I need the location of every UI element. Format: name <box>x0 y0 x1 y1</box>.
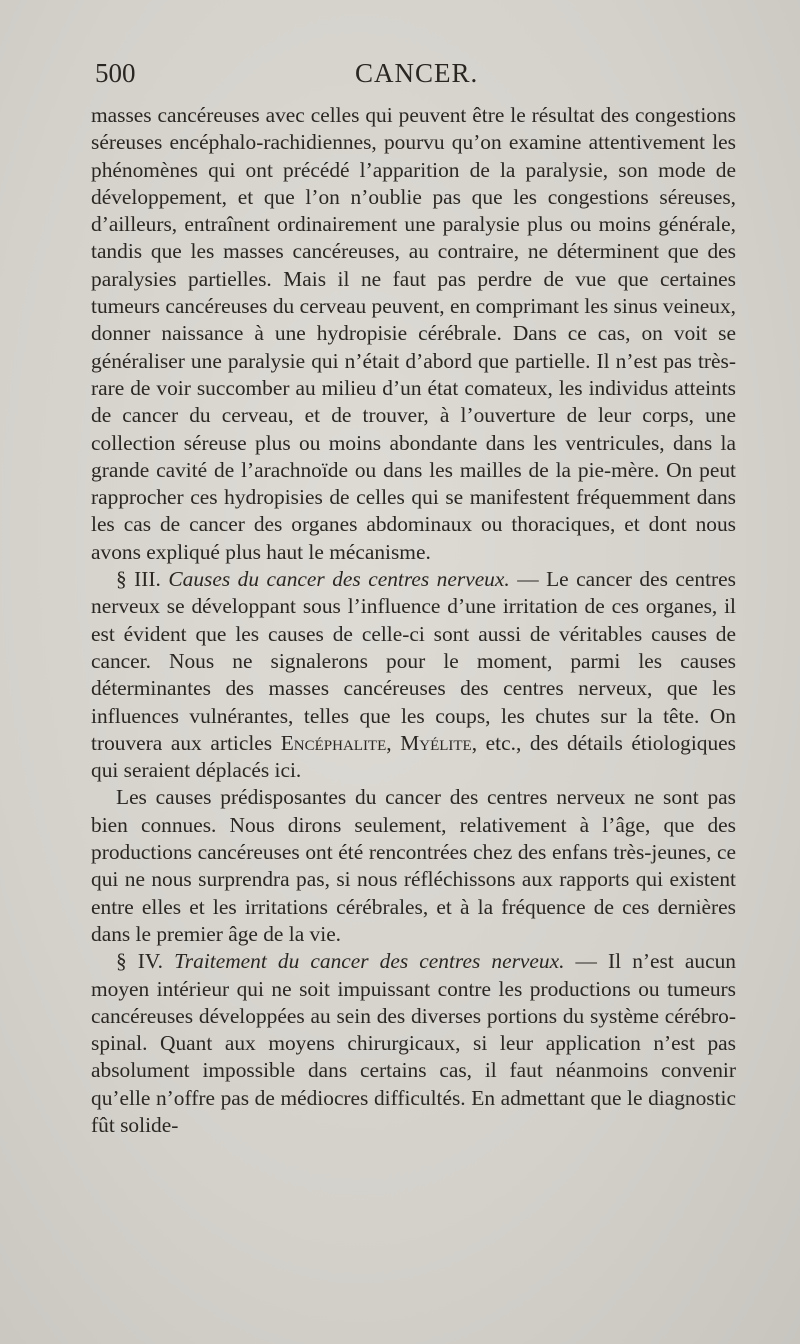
separator: , <box>386 730 392 755</box>
paragraph-section-4 <box>91 948 736 1139</box>
section-text: — Le cancer des centres nerveux se développant sous l’influence d’une irritation de ces organes, il est évident que les causes de celle-ci sont aussi de véritables causes de cancer. Nous ne signalerons pour le moment, parmi les causes déterminantes des masses cancéreuses des centres nerveux, que les influences vulnérantes, telles que les coups, les chutes sur la tête. On trouvera aux articles <box>91 567 736 755</box>
page-header <box>95 58 735 98</box>
paragraph-1: masses cancéreuses avec celles qui peuvent être le résultat des congestions séreuses encéphalo-rachidiennes, pourvu qu’on examine attentivement les phénomènes qui ont précédé l’apparition de la paralysie, son mode de développement, et que l’on n’oublie pas que les congestions séreuses, d’ailleurs, entraînent ordinairement une paralysie plus ou moins générale, tandis que les masses cancéreuses, au contraire, ne déterminent que des paralysies partielles. Mais il ne faut pas perdre de vue que certaines tumeurs cancéreuses du cerveau peuvent, en comprimant les sinus veineux, donner naissance à une hydropisie cérébrale. Dans ce cas, on voit se généraliser une paralysie qui n’était d’abord que partielle. Il n’est pas très-rare de voir succomber au milieu d’un état comateux, les individus atteints de cancer du cerveau, et de trouver, à l’ouverture de leur corps, une collection séreuse plus ou moins abondante dans les ventricules, dans la grande cavité de l’arachnoïde ou dans les mailles de la pie-mère. On peut rapprocher ces hydropisies de celles qui se manifestent fréquemment dans les cas de cancer des organes abdominaux ou thoraciques, et dont nous avons expliqué plus haut le mécanisme. <box>91 103 736 564</box>
running-title: CANCER. <box>355 58 479 88</box>
section-heading: Traitement du cancer des centres nerveux. <box>174 949 565 974</box>
cross-reference-myelite: Myélite <box>400 730 472 755</box>
paragraph-section-3 <box>91 566 736 784</box>
cross-reference-encephalite: Encéphalite <box>280 730 387 755</box>
section-number: § III. <box>116 567 161 592</box>
section-text: — Il n’est aucun moyen intérieur qui ne soit impuissant contre les productions ou tumeurs cancéreuses développées au sein des diverses portions du système cérébro-spinal. Quant aux moyens chirurgicaux, si leur application n’est pas absolument impossible dans certains cas, il faut néanmoins convenir qu’elle n’offre pas de médiocres difficultés. En admettant que le diagnostic fût solide- <box>91 949 736 1137</box>
section-heading: Causes du cancer des centres nerveux. <box>168 567 510 592</box>
section-text-end: , etc., des détails étiologiques qui seraient déplacés ici. <box>91 730 736 783</box>
body-text <box>91 102 736 1139</box>
section-number: § IV. <box>116 949 163 974</box>
paragraph-causes-predisposantes: Les causes prédisposantes du cancer des centres nerveux ne sont pas bien connues. Nous dirons seulement, relativement à l’âge, que des productions cancéreuses ont été rencontrées chez des enfans très-jeunes, ce qui ne nous surprendra pas, si nous réfléchissons aux rapports qui existent entre elles et les irritations cérébrales, et à la fréquence de ces dernières dans le premier âge de la vie. <box>91 785 736 946</box>
page-number: 500 <box>95 58 136 88</box>
